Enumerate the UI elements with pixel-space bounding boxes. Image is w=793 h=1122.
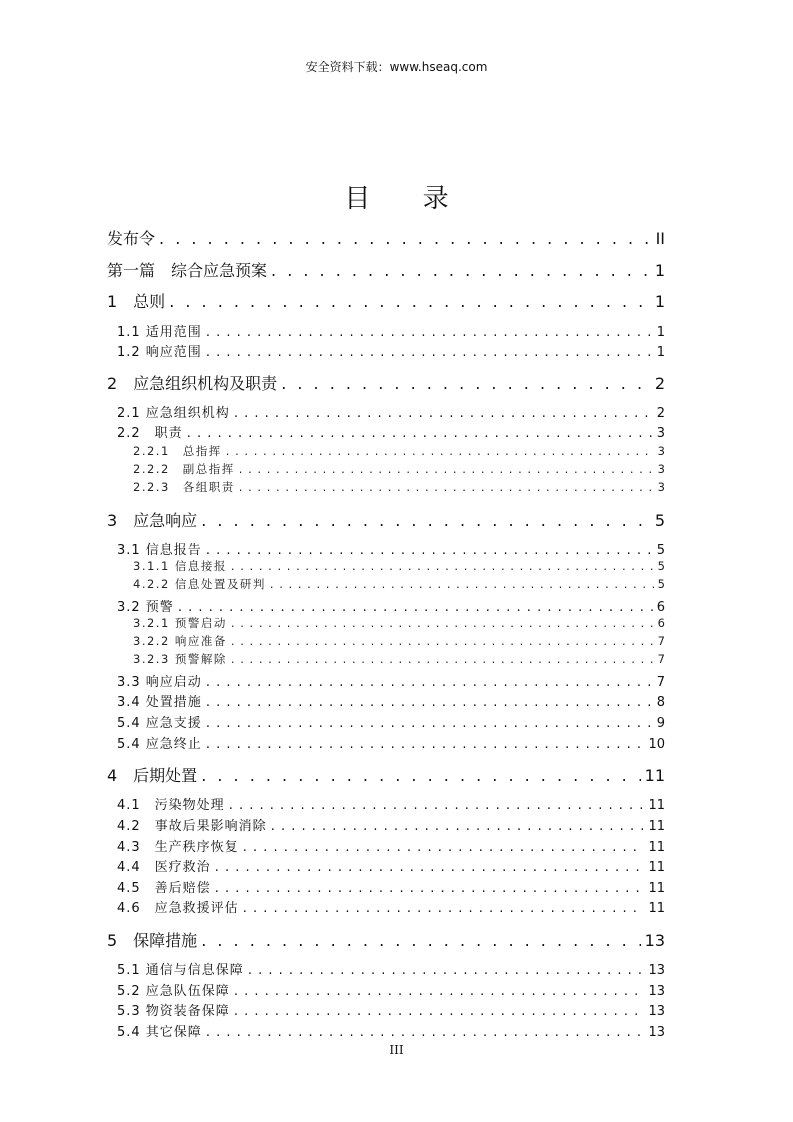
toc-entry[interactable]: [107, 258, 665, 281]
toc-page-number: 1: [656, 345, 665, 360]
toc-dot-leader: [234, 1004, 645, 1019]
toc-entry-label: 3.2.1 预警启动: [133, 616, 227, 630]
toc-entry[interactable]: [117, 691, 665, 710]
toc-entry-label: 1 总则: [107, 292, 166, 311]
toc-entry-label: 4.4 医疗救治: [117, 860, 211, 875]
toc-page-number: 9: [656, 716, 665, 731]
toc-dot-leader: [281, 374, 651, 393]
toc-entry[interactable]: [117, 815, 665, 834]
toc-entry[interactable]: [117, 733, 665, 752]
toc-entry[interactable]: [133, 651, 665, 667]
toc-entry[interactable]: [117, 897, 665, 916]
toc-title: 目 录: [344, 184, 471, 214]
toc-page-number: 2: [654, 374, 665, 393]
toc-page-number: 8: [656, 695, 665, 710]
toc-dot-leader: [231, 559, 654, 573]
toc-page-number: 13: [644, 931, 665, 950]
toc-entry[interactable]: [117, 959, 665, 978]
toc-entry-label: 3.2 预警: [117, 600, 174, 615]
toc-dot-leader: [231, 652, 654, 666]
toc-entry[interactable]: [133, 576, 665, 592]
toc-page-number: 7: [657, 652, 665, 666]
toc-dot-leader: [159, 229, 652, 248]
toc-page-number: 13: [648, 963, 665, 978]
toc-page-number: 7: [656, 675, 665, 690]
toc-entry[interactable]: [117, 712, 665, 731]
toc-page-number: 6: [656, 600, 665, 615]
toc-entry-label: 发布令: [107, 229, 156, 248]
toc-entry-label: 3.3 响应启动: [117, 675, 202, 690]
toc-entry[interactable]: [117, 1021, 665, 1040]
toc-entry-label: 4.5 善后赔偿: [117, 881, 211, 896]
toc-entry[interactable]: [107, 928, 665, 951]
toc-dot-leader: [229, 798, 645, 813]
toc-dot-leader: [243, 901, 645, 916]
toc-page-number: 1: [656, 325, 665, 340]
toc-dot-leader: [201, 931, 640, 950]
toc-entry[interactable]: [117, 980, 665, 999]
toc-entry[interactable]: [117, 794, 665, 813]
toc-entry-label: 2.2.1 总指挥: [133, 444, 222, 458]
toc-entry[interactable]: [107, 371, 665, 394]
toc-entry-label: 2.2 职责: [117, 426, 183, 441]
toc-page-number: 13: [648, 1004, 665, 1019]
toc-page-number: 3: [657, 480, 665, 494]
toc-page-number: 11: [648, 798, 665, 813]
toc-entry-label: 2 应急组织机构及职责: [107, 374, 278, 393]
toc-dot-leader: [231, 634, 654, 648]
toc-dot-leader: [206, 737, 645, 752]
toc-entry-label: 1.1 适用范围: [117, 325, 202, 340]
toc-page-number: 2: [656, 406, 665, 421]
toc-dot-leader: [248, 963, 645, 978]
toc-entry[interactable]: [117, 1000, 665, 1019]
toc-entry-label: 4.6 应急救援评估: [117, 901, 239, 916]
toc-entry-label: 3.4 处置措施: [117, 695, 202, 710]
toc-entry[interactable]: [117, 402, 665, 421]
toc-page-number: 5: [656, 543, 665, 558]
page-number-footer: III: [389, 1043, 404, 1057]
toc-dot-leader: [234, 406, 653, 421]
toc-dot-leader: [243, 840, 645, 855]
toc-entry-label: 5.3 物资装备保障: [117, 1004, 230, 1019]
toc-page-number: 7: [657, 634, 665, 648]
toc-page-number: 13: [648, 984, 665, 999]
toc-entry-label: 5 保障措施: [107, 931, 198, 950]
toc-entry-label: 2.2.2 副总指挥: [133, 462, 235, 476]
toc-dot-leader: [206, 325, 653, 340]
toc-entry[interactable]: [117, 539, 665, 558]
toc-page-number: II: [655, 229, 665, 248]
page-header: 安全资料下载：www.hseaq.com: [305, 60, 488, 74]
toc-dot-leader: [239, 462, 654, 476]
toc-dot-leader: [215, 881, 645, 896]
toc-page-number: 5: [654, 511, 665, 530]
toc-entry-label: 4.1 污染物处理: [117, 798, 225, 813]
toc-page-number: 11: [648, 881, 665, 896]
toc-page-number: 11: [648, 860, 665, 875]
toc-dot-leader: [271, 261, 651, 280]
toc-page-number: 3: [656, 426, 665, 441]
toc-dot-leader: [239, 480, 654, 494]
toc-entry[interactable]: [133, 479, 665, 495]
toc-dot-leader: [271, 819, 645, 834]
toc-entry[interactable]: [117, 422, 665, 441]
toc-dot-leader: [270, 577, 654, 591]
toc-entry[interactable]: [107, 226, 665, 249]
toc-page-number: 11: [644, 766, 665, 785]
toc-entry[interactable]: [107, 763, 665, 786]
toc-page-number: 5: [657, 559, 665, 573]
toc-entry[interactable]: [117, 877, 665, 896]
toc-page-number: 11: [648, 819, 665, 834]
toc-entry-label: 5.1 通信与信息保障: [117, 963, 244, 978]
toc-dot-leader: [206, 1025, 645, 1040]
toc-dot-leader: [234, 984, 645, 999]
toc-entry-label: 3.1.1 信息接报: [133, 559, 227, 573]
toc-entry[interactable]: [107, 508, 665, 531]
toc-page-number: 10: [648, 737, 665, 752]
toc-page-number: 3: [657, 462, 665, 476]
toc-dot-leader: [206, 675, 653, 690]
toc-entry[interactable]: [117, 836, 665, 855]
toc-entry[interactable]: [133, 558, 665, 574]
toc-entry-label: 4.2.2 信息处置及研判: [133, 577, 266, 591]
toc-page-number: 1: [654, 261, 665, 280]
toc-entry[interactable]: [117, 341, 665, 360]
toc-entry-label: 5.4 应急终止: [117, 737, 202, 752]
toc-dot-leader: [206, 345, 653, 360]
toc-entry[interactable]: [133, 633, 665, 649]
toc-page-number: 6: [657, 616, 665, 630]
toc-dot-leader: [231, 616, 654, 630]
toc-dot-leader: [178, 600, 653, 615]
toc-entry[interactable]: [117, 321, 665, 340]
toc-dot-leader: [201, 511, 651, 530]
toc-page-number: 1: [654, 292, 665, 311]
toc-page-number: 13: [648, 1025, 665, 1040]
toc-dot-leader: [206, 695, 653, 710]
toc-dot-leader: [169, 292, 651, 311]
toc-entry-label: 5.4 其它保障: [117, 1025, 202, 1040]
toc-entry-label: 第一篇 综合应急预案: [107, 261, 268, 280]
toc-entry[interactable]: [133, 461, 665, 477]
toc-entry[interactable]: [117, 596, 665, 615]
toc-entry-label: 3.1 信息报告: [117, 543, 202, 558]
toc-page-number: 5: [657, 577, 665, 591]
toc-entry-label: 1.2 响应范围: [117, 345, 202, 360]
toc-entry-label: 4.3 生产秩序恢复: [117, 840, 239, 855]
toc-entry-label: 2.2.3 各组职责: [133, 480, 235, 494]
toc-entry-label: 3.2.3 预警解除: [133, 652, 227, 666]
toc-entry[interactable]: [117, 671, 665, 690]
toc-dot-leader: [206, 543, 653, 558]
toc-page-number: 11: [648, 901, 665, 916]
toc-dot-leader: [226, 444, 654, 458]
toc-entry-label: 5.4 应急支援: [117, 716, 202, 731]
toc-dot-leader: [201, 766, 640, 785]
toc-entry[interactable]: [107, 289, 665, 312]
toc-entry-label: 2.1 应急组织机构: [117, 406, 230, 421]
toc-entry-label: 4 后期处置: [107, 766, 198, 785]
toc-entry-label: 3 应急响应: [107, 511, 198, 530]
toc-dot-leader: [215, 860, 645, 875]
toc-entry-label: 3.2.2 响应准备: [133, 634, 227, 648]
toc-entry[interactable]: [133, 443, 665, 459]
toc-dot-leader: [187, 426, 653, 441]
toc-dot-leader: [206, 716, 653, 731]
toc-page-number: 11: [648, 840, 665, 855]
toc-entry-label: 4.2 事故后果影响消除: [117, 819, 267, 834]
toc-entry[interactable]: [133, 615, 665, 631]
toc-page-number: 3: [657, 444, 665, 458]
toc-entry[interactable]: [117, 856, 665, 875]
toc-entry-label: 5.2 应急队伍保障: [117, 984, 230, 999]
